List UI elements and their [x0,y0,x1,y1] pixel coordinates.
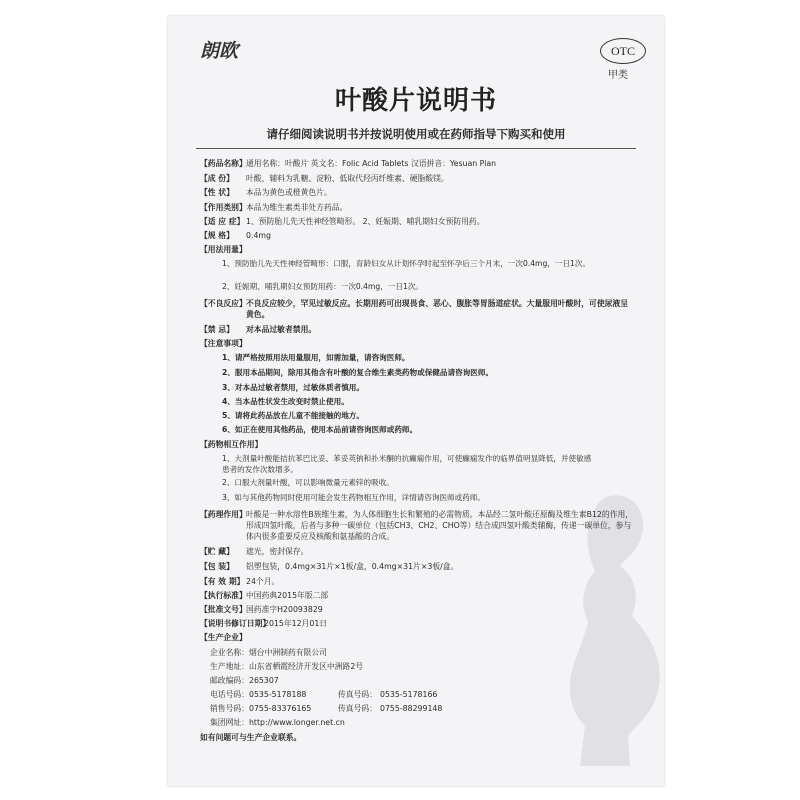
interaction-item: 3、如与其他药物同时使用可能会发生药物相互作用，详情请咨询医师或药师。 [222,493,486,502]
caution-item: 2、服用本品期间，除用其他含有叶酸的复合维生素类药物或保健品请咨询医师。 [222,368,494,377]
company-field: 邮政编码：265307 [210,676,279,685]
company-field: 集团网址：http://www.longer.net.cn [210,718,345,727]
usage-item: 1、预防胎儿先天性神经管畸形：口服，育龄妇女从计划怀孕时起至怀孕后三个月末，一次0.4mg，一日1次。 [222,259,591,268]
caution-item: 1、请严格按照用法用量服用，如需加量，请咨询医师。 [222,353,410,362]
caution-item: 6、如正在使用其他药品，使用本品前请咨询医师或药师。 [222,425,418,434]
interaction-item: 2、口服大剂量叶酸，可以影响微量元素锌的吸收。 [222,478,394,487]
page-title: 叶酸片说明书 [334,86,497,116]
footer-note: 如有问题可与生产企业联系。 [200,733,302,742]
otc-class: 甲类 [608,70,628,81]
company-field: 企业名称：烟台中洲制药有限公司 [210,648,327,657]
interaction-item: 1、大剂量叶酸能拮抗苯巴比妥、苯妥英钠和扑米酮的抗癫痫作用，可使癫痫发作的临界值明显降低，并使敏感患者的发作次数增多。 [222,454,592,474]
page-subtitle: 请仔细阅读说明书并按说明使用或在药师指导下购买和使用 [266,127,566,141]
instruction-leaflet: 朗欧 OTC 甲类 叶酸片说明书 请仔细阅读说明书并按说明使用或在药师指导下购买和使用 【药品名称】 通用名称：叶酸片 英文名：Folic Acid Tablets 汉语拼音：Yesuan Pian 【成 份】 叶酸，辅料为乳糖、淀粉、低取代羟丙纤维素、硬脂酸镁。 【性 状】 本品为黄色或橙黄色片。 【作用类别】 本品为维生素类非处方药品。 【适 应 症】 1、预防胎儿先天性神经管畸形。 2、妊娠期、哺乳期妇女预防用药。 【规 格】 0.4mg 【用法用量】 1、预防胎儿先天性神经管畸形：口服，育龄妇女从计划怀孕时起至怀孕后三个月末，一次0.4mg，一日1次。 2、妊娠期、哺乳期妇女预防用药：一次0.4mg，一日1次。 【不良反应】 不良反应较少，罕见过敏反应。长期用药可出现畏食、恶心、腹胀等胃肠道症状。大量服用叶酸时，可使尿液呈黄色。 【禁 忌】 对本品过敏者禁用。 【注意事项】 1、请严格按照用法用量服用，如需加量，请咨询医师。 2、服用本品期间，除用其他含有叶酸的复合维生素类药物或保健品请咨询医师。 3、对本品过敏者禁用，过敏体质者慎用。 4、当本品性状发生改变时禁止使用。 5、请将此药品放在儿童不能接触的地方。 6、如正在使用其他药品，使用本品前请咨询医师或药师。 【药物相互作用】 1、大剂量叶酸能拮抗苯巴比妥、苯妥英钠和扑米酮的抗癫痫作用，可使癫痫发作的临界值明显降低，并使敏感患者的发作次数增多。 2、口服大剂量叶酸，可以影响微量元素锌的吸收。 3、如与其他药物同时使用可能会发生药物相互作用，详情请咨询医师或药师。 【药理作用】 叶酸是一种水溶性B族维生素，为人体细胞生长和繁殖的必需物质。本品经二氢叶酸还原酶及维生素B12的作用，形成四氢叶酸，后者与多种一碳单位（包括CH3、CH2、CHO等）结合成四氢叶酸类辅酶，传递一碳单位，参与体内很多重要反应及核酸和氨基酸的合成。 【贮 藏】 遮光，密封保存。 【包 装】 铝塑包装，0.4mg×31片×1板/盒，0.4mg×31片×3板/盒。 【有 效 期】 24个月。 【执行标准】 中国药典2015年版二部 【批准文号】 国药准字H20093829 【说明书修订日期】 2015年12月01日 【生产企业】 企业名称：烟台中洲制药有限公司 生产地址：山东省栖霞经济开发区中洲路2号 邮政编码：265307 电话号码：0535-5178188 传真号码： 0535-5178166 销售号码：0755-83376165 传真号码： 0755-88299148 集团网址：http://www.longer.net.cn 如有问题可与生产企业联系。 [168,16,664,786]
company-field: 销售号码：0755-83376165 传真号码： 0755-88299148 [210,704,443,713]
caution-item: 4、当本品性状发生改变时禁止使用。 [222,397,349,406]
company-field: 电话号码：0535-5178188 传真号码： 0535-5178166 [210,690,438,699]
caution-item: 3、对本品过敏者禁用，过敏体质者慎用。 [222,383,364,392]
usage-item: 2、妊娠期、哺乳期妇女预防用药：一次0.4mg，一日1次。 [222,282,424,291]
caution-item: 5、请将此药品放在儿童不能接触的地方。 [222,411,364,420]
divider [196,148,636,149]
otc-badge: OTC [600,38,646,64]
brand-logo: 朗欧 [200,40,239,62]
company-field: 生产地址：山东省栖霞经济开发区中洲路2号 [210,662,364,671]
